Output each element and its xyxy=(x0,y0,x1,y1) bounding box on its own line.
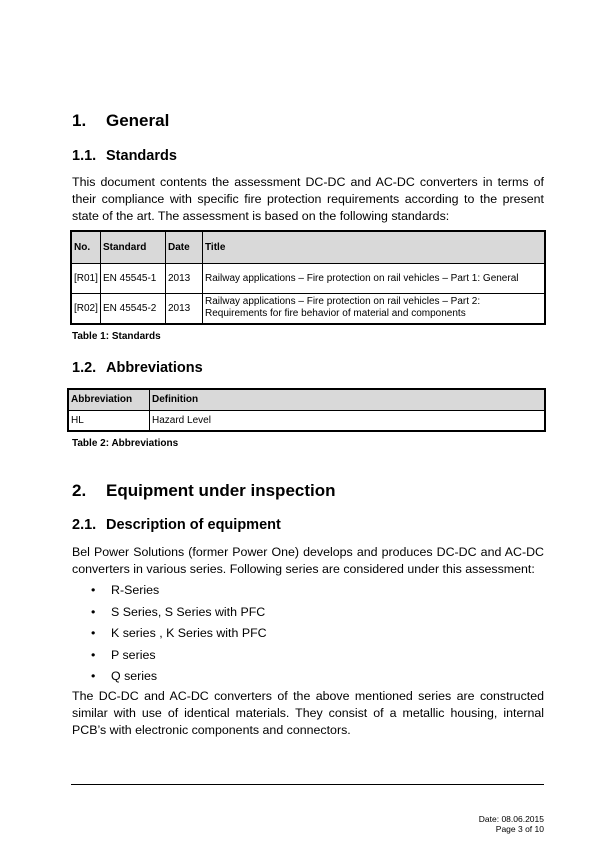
table-cell: EN 45545-1 xyxy=(101,263,166,293)
bullet-icon: • xyxy=(91,604,96,619)
intro-paragraph: This document contents the assessment DC-DC and AC-DC converters in terms of their compliance with specific fire protection requirements according to the present state of the art. The assessment is based on the following standards: xyxy=(72,175,544,223)
section-2-1-heading xyxy=(72,517,532,535)
section-number: 1. xyxy=(72,111,87,130)
series-list xyxy=(91,583,391,691)
table-cell: EN 45545-2 xyxy=(101,293,166,324)
table-cell: Railway applications – Fire protection on rail vehicles – Part 1: General xyxy=(203,263,546,293)
section-title: Description of equipment xyxy=(106,517,281,533)
list-item: • R-Series xyxy=(91,583,160,597)
header-cell: Standard xyxy=(101,231,166,263)
section-1-2-heading xyxy=(72,360,532,378)
section-title: Abbreviations xyxy=(106,360,203,376)
section-number: 2.1. xyxy=(72,517,97,533)
header-cell: Definition xyxy=(150,389,546,410)
table-cell: [R01] xyxy=(71,263,101,293)
table-2-caption: Table 2: Abbreviations xyxy=(72,438,179,449)
bullet-icon: • xyxy=(91,647,96,662)
bullet-icon: • xyxy=(91,583,96,597)
table-cell: 2013 xyxy=(166,293,203,324)
section-1-1-heading xyxy=(72,148,532,166)
table-header-row xyxy=(68,389,545,410)
section-number: 2. xyxy=(72,481,87,500)
section-2-heading xyxy=(72,481,532,501)
table-cell: HL xyxy=(68,410,150,431)
list-item: • P series xyxy=(91,647,156,662)
equipment-intro-paragraph: Bel Power Solutions (former Power One) develops and produces DC-DC and AC-DC converters in various series. Following series are considered under this assessment: xyxy=(72,545,544,576)
abbreviations-table xyxy=(67,388,546,432)
section-number: 1.1. xyxy=(72,148,97,164)
section-title: General xyxy=(106,111,170,130)
list-item: • Q series xyxy=(91,669,158,683)
table-row xyxy=(71,293,545,324)
header-cell: Date xyxy=(166,231,203,263)
section-title: Equipment under inspection xyxy=(106,481,336,500)
table-header-row xyxy=(71,231,545,263)
standards-table xyxy=(70,230,546,325)
bullet-icon: • xyxy=(91,669,96,683)
table-cell: [R02] xyxy=(71,293,101,324)
list-item: • S Series, S Series with PFC xyxy=(91,604,266,619)
header-cell: Abbreviation xyxy=(68,389,150,410)
table-cell: 2013 xyxy=(166,263,203,293)
section-title: Standards xyxy=(106,148,177,164)
table-row xyxy=(71,263,545,293)
header-cell: Title xyxy=(203,231,546,263)
footer-page-number: Page 3 of 10 xyxy=(495,824,544,834)
table-row xyxy=(68,410,545,431)
table-1-caption: Table 1: Standards xyxy=(72,331,161,342)
header-cell: No. xyxy=(71,231,101,263)
footer-date: Date: 08.06.2015 xyxy=(478,814,544,824)
section-number: 1.2. xyxy=(72,360,97,376)
list-item: • K series , K Series with PFC xyxy=(91,626,267,640)
bullet-icon: • xyxy=(91,626,96,640)
construction-paragraph: The DC-DC and AC-DC converters of the above mentioned series are constructed similar with use of identical materials. They consist of a metallic housing, internal PCB’s with electronic components and connectors. xyxy=(72,689,544,737)
footer-divider xyxy=(71,784,544,785)
section-1-heading xyxy=(72,111,532,131)
table-cell: Railway applications – Fire protection on rail vehicles – Part 2: Requirements for fire behavior of material and components xyxy=(203,293,546,324)
table-cell: Hazard Level xyxy=(150,410,546,431)
